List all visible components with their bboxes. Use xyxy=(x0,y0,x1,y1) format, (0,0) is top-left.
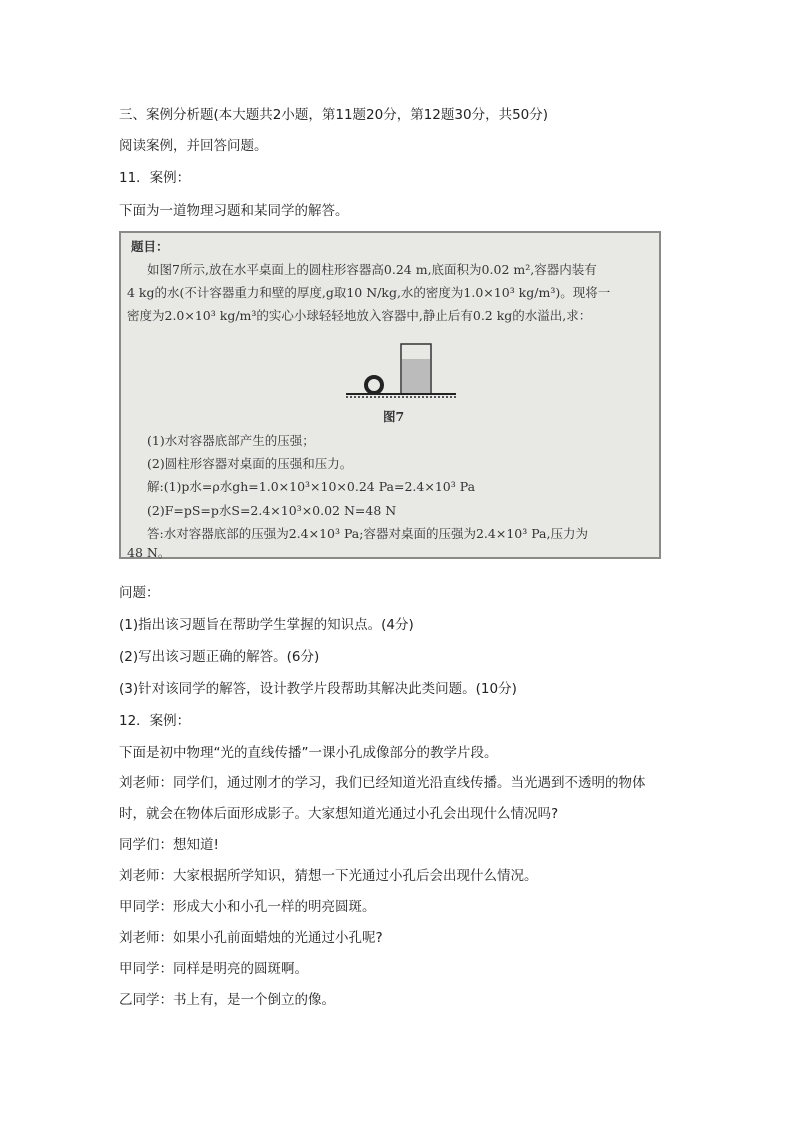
q12-line: 刘老师：如果小孔前面蜡烛的光通过小孔呢? xyxy=(119,930,383,946)
questions-label: 问题： xyxy=(119,585,160,601)
q12-line: 下面是初中物理“光的直线传播”一课小孔成像部分的教学片段。 xyxy=(119,745,498,761)
answer-line: 答:水对容器底部的压强为2.4×10³ Pa;容器对桌面的压强为2.4×10³ Pa,压力为 xyxy=(147,526,588,541)
q12-line: 刘老师：大家根据所学知识，猜想一下光通过小孔后会出现什么情况。 xyxy=(119,868,538,884)
question-item: (2)写出该习题正确的解答。(6分) xyxy=(119,649,320,665)
answer-line: (2)F=pS=p水S=2.4×10³×0.02 N=48 N xyxy=(147,503,397,518)
question-item: (1)指出该习题旨在帮助学生掌握的知识点。(4分) xyxy=(119,617,414,633)
sub-question: (2)圆柱形容器对桌面的压强和压力。 xyxy=(147,456,353,471)
q11-intro: 下面为一道物理习题和某同学的解答。 xyxy=(119,203,349,219)
problem-text: 4 kg的水(不计容器重力和壁的厚度,g取10 N/kg,水的密度为1.0×10³ kg/m³)。现将一 xyxy=(127,285,611,300)
problem-text: 密度为2.0×10³ kg/m³的实心小球轻轻地放入容器中,静止后有0.2 kg的水溢出,求： xyxy=(127,308,592,323)
q11-label: 11．案例： xyxy=(119,170,191,186)
question-item: (3)针对该同学的解答，设计教学片段帮助其解决此类问题。(10分) xyxy=(119,681,517,697)
figure-caption: 图7 xyxy=(383,409,405,424)
q12-line: 刘老师：同学们，通过刚才的学习，我们已经知道光沿直线传播。当光遇到不透明的物体 xyxy=(119,775,646,791)
q12-label: 12．案例： xyxy=(119,713,191,729)
q12-line: 乙同学：书上有，是一个倒立的像。 xyxy=(119,992,335,1008)
figure-7-diagram xyxy=(336,341,466,401)
sub-question: (1)水对容器底部产生的压强； xyxy=(147,433,315,448)
problem-title: 题目： xyxy=(131,239,169,254)
q12-line: 甲同学：同样是明亮的圆斑啊。 xyxy=(119,961,308,977)
section-heading: 三、案例分析题(本大题共2小题，第11题20分，第12题30分，共50分) xyxy=(119,107,549,123)
q12-line: 甲同学：形成大小和小孔一样的明亮圆斑。 xyxy=(119,899,376,915)
q12-line: 同学们：想知道! xyxy=(119,837,219,853)
answer-line: 48 N。 xyxy=(127,545,171,560)
problem-text: 如图7所示,放在水平桌面上的圆柱形容器高0.24 m,底面积为0.02 m²,容器内装有 xyxy=(147,262,597,277)
q12-line: 时，就会在物体后面形成影子。大家想知道光通过小孔会出现什么情况吗? xyxy=(119,806,559,822)
instruction: 阅读案例，并回答问题。 xyxy=(119,138,268,154)
problem-image-box xyxy=(119,231,661,559)
answer-line: 解:(1)p水=ρ水gh=1.0×10³×10×0.24 Pa=2.4×10³ Pa xyxy=(147,479,476,494)
